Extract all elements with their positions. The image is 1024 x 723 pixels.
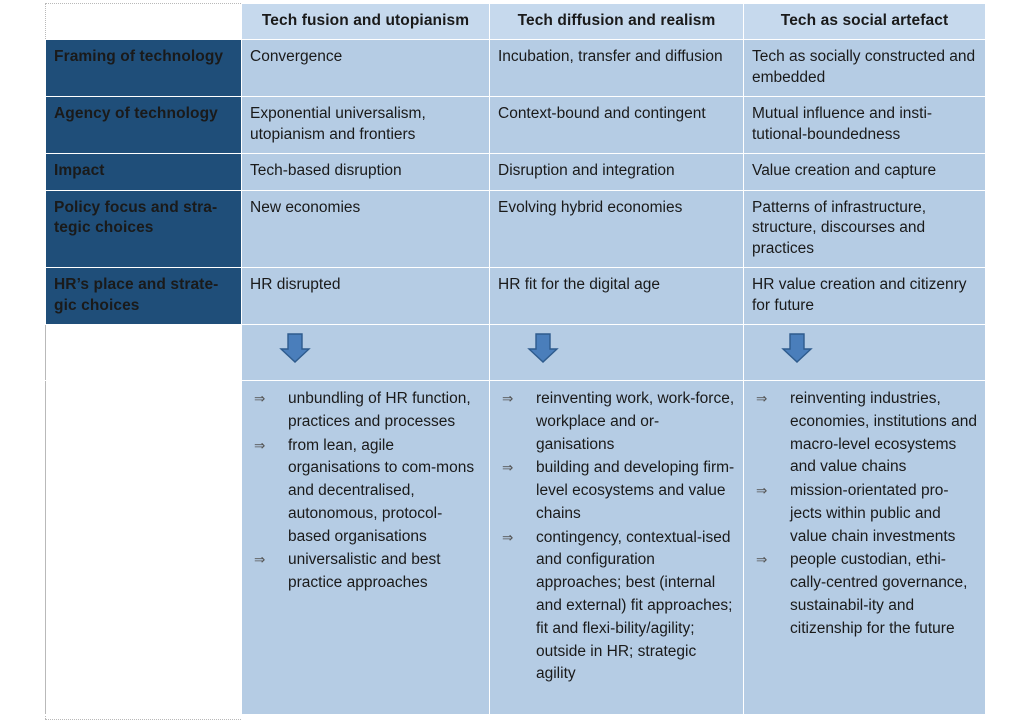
list-item (752, 480, 977, 548)
cell-r5c2: HR fit for the digital age (490, 268, 744, 325)
double-arrow-bullet-icon: ⇒ (254, 552, 266, 568)
cell-r1c1: Convergence (242, 40, 490, 97)
cell-r4c1: New economies (242, 190, 490, 267)
row-header-policy-focus: Policy focus and stra-tegic choices (46, 190, 242, 267)
list-item (752, 549, 977, 640)
list-item-label: contingency, contextual-ised and configuration approaches; best (internal and external) fit approaches; fit and flexi-bility/agility; outside in HR; strategic agility (536, 528, 733, 683)
list-item-label: mission-orientated pro-jects within public and value chain investments (790, 482, 956, 545)
technology-framings-table (45, 3, 986, 715)
list-item (250, 388, 481, 434)
cell-r3c1: Tech-based disruption (242, 154, 490, 190)
list-item (250, 549, 481, 595)
arrow-row (46, 324, 986, 380)
cell-r5c1: HR disrupted (242, 268, 490, 325)
list-item-label: universalistic and best practice approaches (288, 551, 441, 592)
list-item (498, 457, 735, 525)
arrow-cell-1 (242, 324, 490, 380)
row-header-hr-place: HR’s place and strate-gic choices (46, 268, 242, 325)
list-item-label: building and developing firm-level ecosystems and value chains (536, 459, 735, 522)
double-arrow-bullet-icon: ⇒ (502, 529, 514, 545)
cell-r2c3: Mutual influence and insti-tutional-boundedness (744, 97, 986, 154)
cell-r3c3: Value creation and capture (744, 154, 986, 190)
row-header-agency-of-technology: Agency of technology (46, 97, 242, 154)
double-arrow-bullet-icon: ⇒ (756, 552, 768, 568)
list-item-label: unbundling of HR function, practices and processes (288, 389, 471, 430)
list-item (498, 388, 735, 456)
column-header-3: Tech as social artefact (744, 4, 986, 40)
cell-r2c1: Exponential universalism, utopianism and frontiers (242, 97, 490, 154)
implications-list-1 (250, 388, 481, 595)
spacer-cell-arrow-row (46, 324, 242, 380)
implications-cell-2 (490, 380, 744, 714)
list-item-label: people custodian, ethi-cally-centred governance, sustainabil-ity and citizenship for the future (790, 551, 968, 637)
double-arrow-bullet-icon: ⇒ (756, 390, 768, 406)
implications-row (46, 380, 986, 714)
list-item (752, 388, 977, 479)
arrow-cell-2 (490, 324, 744, 380)
table-corner-cell (46, 4, 242, 40)
table-row (46, 154, 986, 190)
down-arrow-icon (498, 332, 735, 364)
cell-r2c2: Context-bound and contingent (490, 97, 744, 154)
table-row (46, 40, 986, 97)
list-item-label: reinventing industries, economies, institutions and macro-level ecosystems and value chains (790, 389, 977, 476)
table-row (46, 190, 986, 267)
row-header-framing-of-technology: Framing of technology (46, 40, 242, 97)
cell-r5c3: HR value creation and citizenry for future (744, 268, 986, 325)
column-header-2: Tech diffusion and realism (490, 4, 744, 40)
column-header-1: Tech fusion and utopianism (242, 4, 490, 40)
implications-cell-3 (744, 380, 986, 714)
list-item-label: from lean, agile organisations to com-mons and decentralised, autonomous, protocol-based organisations (288, 436, 475, 545)
spacer-cell-implications-row (46, 380, 242, 714)
cell-r3c2: Disruption and integration (490, 154, 744, 190)
cell-r1c3: Tech as socially constructed and embedded (744, 40, 986, 97)
implications-list-2 (498, 388, 735, 686)
cell-r1c2: Incubation, transfer and diffusion (490, 40, 744, 97)
table-row (46, 268, 986, 325)
cell-r4c3: Patterns of infrastructure, structure, discourses and practices (744, 190, 986, 267)
arrow-cell-3 (744, 324, 986, 380)
implications-list-3 (752, 388, 977, 641)
cell-r4c2: Evolving hybrid economies (490, 190, 744, 267)
list-item-label: reinventing work, work-force, workplace and or-ganisations (536, 389, 735, 453)
table-header-row (46, 4, 986, 40)
down-arrow-icon (752, 332, 977, 364)
double-arrow-bullet-icon: ⇒ (502, 390, 514, 406)
page-border-bottom (45, 719, 241, 720)
down-arrow-icon (250, 332, 481, 364)
table-row (46, 97, 986, 154)
double-arrow-bullet-icon: ⇒ (756, 483, 768, 499)
list-item (498, 527, 735, 686)
list-item (250, 435, 481, 549)
row-header-impact: Impact (46, 154, 242, 190)
double-arrow-bullet-icon: ⇒ (254, 390, 266, 406)
implications-cell-1 (242, 380, 490, 714)
double-arrow-bullet-icon: ⇒ (502, 460, 514, 476)
double-arrow-bullet-icon: ⇒ (254, 437, 266, 453)
